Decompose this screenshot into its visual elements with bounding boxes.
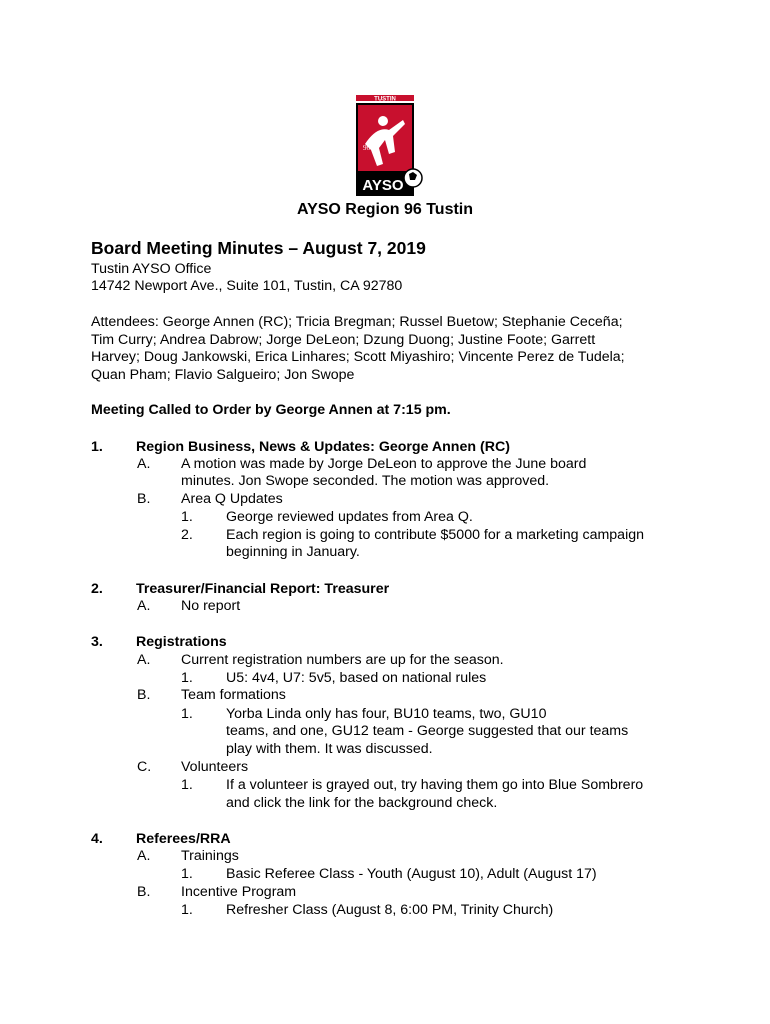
subitem-number: 2. (181, 527, 193, 543)
subitem-text: Refresher Class (August 8, 6:00 PM, Trinity Church) (226, 902, 554, 918)
section-title: Region Business, News & Updates: George Annen (RC) (136, 439, 510, 455)
subitem-text: teams, and one, GU12 team - George suggested that our teams (226, 723, 629, 739)
subitem-number: 1. (181, 509, 193, 525)
subitem-number: 1. (181, 866, 193, 882)
subitem-text: beginning in January. (226, 544, 360, 560)
item-text: Trainings (181, 848, 239, 864)
attendees-line: Attendees: George Annen (RC); Tricia Bregman; Russel Buetow; Stephanie Ceceña; (91, 314, 623, 330)
section-title: Treasurer/Financial Report: Treasurer (136, 581, 390, 597)
subitem-text: play with them. It was discussed. (226, 741, 433, 757)
item-text: Volunteers (181, 759, 249, 775)
subitem-text: George reviewed updates from Area Q. (226, 509, 473, 525)
item-letter: A. (137, 456, 151, 472)
item-letter: B. (137, 687, 151, 703)
meeting-title: Board Meeting Minutes – August 7, 2019 (91, 238, 426, 258)
subitem-text: If a volunteer is grayed out, try having them go into Blue Sombrero (226, 777, 644, 793)
item-letter: B. (137, 491, 151, 507)
item-text: A motion was made by Jorge DeLeon to approve the June board (181, 456, 587, 472)
attendees-paragraph (91, 314, 691, 384)
item-letter: C. (137, 759, 152, 775)
ayso-tustin-logo (353, 92, 423, 200)
location-address: 14742 Newport Ave., Suite 101, Tustin, CA 92780 (91, 278, 403, 294)
call-to-order: Meeting Called to Order by George Annen at 7:15 pm. (91, 402, 451, 418)
location-name: Tustin AYSO Office (91, 261, 212, 277)
item-text: minutes. Jon Swope seconded. The motion was approved. (181, 473, 550, 489)
section-title: Registrations (136, 634, 227, 650)
attendees-line: Harvey; Doug Jankowski, Erica Linhares; Scott Miyashiro; Vincente Perez de Tudela; (91, 349, 625, 365)
item-letter: A. (137, 848, 151, 864)
attendees-line: Quan Pham; Flavio Salgueiro; Jon Swope (91, 366, 355, 383)
section-number: 1. (91, 439, 103, 455)
subitem-number: 1. (181, 706, 193, 722)
attendees-line: Tim Curry; Andrea Dabrow; Jorge DeLeon; Dzung Duong; Justine Foote; Garrett (91, 331, 596, 348)
subitem-number: 1. (181, 902, 193, 918)
subitem-text: and click the link for the background check. (226, 795, 498, 811)
subitem-text: Each region is going to contribute $5000 for a marketing campaign (226, 527, 644, 543)
section-number: 3. (91, 634, 103, 650)
subitem-text: Basic Referee Class - Youth (August 10), Adult (August 17) (226, 866, 597, 882)
section-number: 2. (91, 581, 103, 597)
item-letter: A. (137, 598, 151, 614)
subitem-text: U5: 4v4, U7: 5v5, based on national rules (226, 670, 487, 686)
svg-text:AYSO: AYSO (362, 177, 404, 194)
item-text: Current registration numbers are up for the season. (181, 652, 504, 668)
subitem-number: 1. (181, 777, 193, 793)
subitem-number: 1. (181, 670, 193, 686)
item-text: No report (181, 598, 241, 614)
item-letter: B. (137, 884, 151, 900)
item-text: Area Q Updates (181, 491, 283, 507)
item-text: Incentive Program (181, 884, 297, 900)
subitem-text: Yorba Linda only has four, BU10 teams, two, GU10 (226, 706, 547, 722)
section-title: Referees/RRA (136, 831, 231, 847)
svg-text:96: 96 (363, 144, 370, 152)
item-text: Team formations (181, 687, 286, 703)
svg-text:TUSTIN: TUSTIN (374, 96, 396, 103)
item-letter: A. (137, 652, 151, 668)
section-number: 4. (91, 831, 103, 847)
organization-title: AYSO Region 96 Tustin (296, 201, 474, 218)
